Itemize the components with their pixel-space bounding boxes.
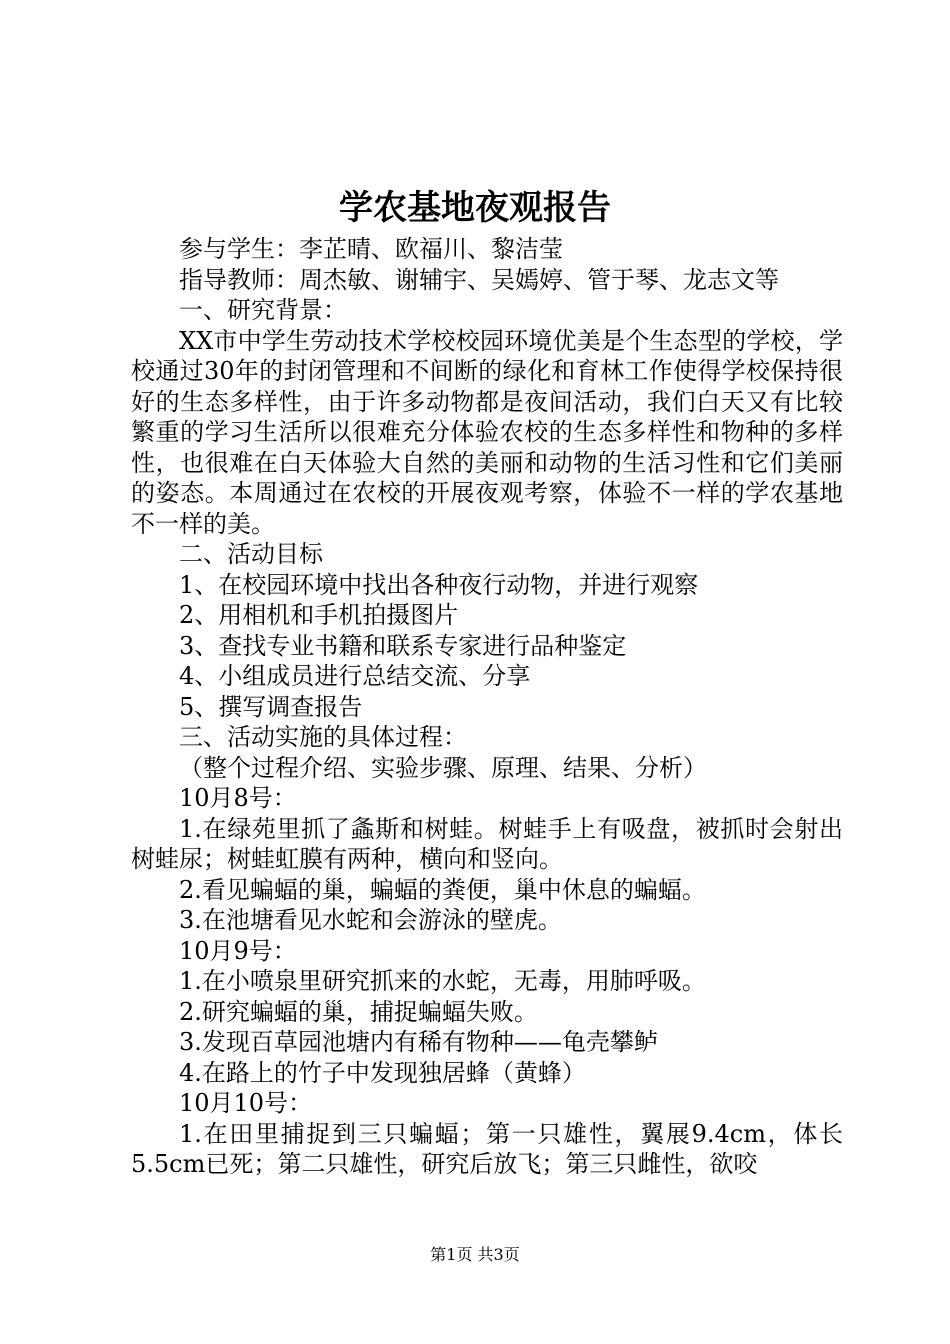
- process-note: （整个过程介绍、实验步骤、原理、结果、分析）: [179, 753, 707, 782]
- goal-item: 2、用相机和手机拍摄图片: [179, 601, 459, 629]
- day-item: 2.看见蝙蝠的巢，蝙蝠的粪便，巢中休息的蝙蝠。: [179, 875, 706, 904]
- day-date-oct10: 10月10号：: [179, 1089, 313, 1117]
- day-item: 4.在路上的竹子中发现独居蜂（黄蜂）: [179, 1058, 586, 1087]
- participants-line: 参与学生：李芷晴、欧福川、黎洁莹: [179, 235, 563, 263]
- goal-item: 4、小组成员进行总结交流、分享: [179, 662, 531, 690]
- day-date-oct9: 10月9号：: [179, 936, 297, 965]
- day-item: 1.在田里捕捉到三只蝙蝠；第一只雄性，翼展9.4cm，体长5.5cm已死；第二只雄性，研究后放飞；第三只雌性，欲咬: [131, 1119, 843, 1178]
- document-title: 学农基地夜观报告: [339, 188, 611, 228]
- goal-item: 5、撰写调查报告: [179, 692, 363, 721]
- day-item: 3.在池塘看见水蛇和会游泳的壁虎。: [179, 906, 562, 934]
- day-date-oct8: 10月8号：: [179, 784, 297, 812]
- teachers-line: 指导教师：周杰敏、谢辅宇、吴嫣婷、管于琴、龙志文等: [179, 265, 779, 294]
- page-footer: 第1页 共3页: [430, 1245, 520, 1264]
- goal-item: 3、查找专业书籍和联系专家进行品种鉴定: [179, 631, 627, 660]
- process-heading: 三、活动实施的具体过程：: [179, 723, 467, 751]
- background-paragraph: XX市中学生劳动技术学校校园环境优美是个生态型的学校，学校通过30年的封闭管理和不间断的绿化和育林工作使得学校保持很好的生态多样性，由于许多动物都是夜间活动，我们白天又有比较繁重的学习生活所以很难充分体验农校的生态多样性和物种的多样性，也很难在白天体验大自然的美丽和动物的生活习性和它们美丽的姿态。本周通过在农校的开展夜观考察，体验不一样的学农基地不一样的美。: [131, 326, 843, 538]
- goals-heading: 二、活动目标: [179, 540, 323, 568]
- day-item: 1.在绿苑里抓了螽斯和树蛙。树蛙手上有吸盘，被抓时会射出树蛙尿；树蛙虹膜有两种，横向和竖向。: [131, 814, 843, 873]
- day-item: 3.发现百草园池塘内有稀有物种——龟壳攀鲈: [179, 1028, 658, 1056]
- document-body: [131, 234, 843, 1180]
- day-item: 1.在小喷泉里研究抓来的水蛇，无毒，用肺呼吸。: [179, 967, 706, 995]
- day-item: 2.研究蝙蝠的巢，捕捉蝙蝠失败。: [179, 997, 538, 1026]
- goal-item: 1、在校园环境中找出各种夜行动物，并进行观察: [179, 570, 699, 599]
- background-heading: 一、研究背景：: [179, 296, 347, 324]
